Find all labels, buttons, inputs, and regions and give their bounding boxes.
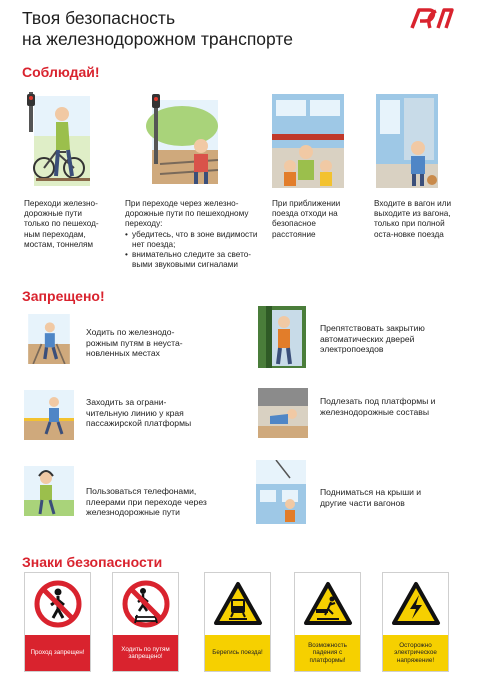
sign-card bbox=[382, 572, 449, 672]
forbidden-item-4-text: Подлезать под платформы и железнодорожные составы bbox=[320, 396, 436, 417]
observe-heading: Соблюдай! bbox=[22, 64, 100, 80]
observe-item-2-bullet: • внимательно следите за свето-выми звуковыми сигналами bbox=[125, 250, 261, 270]
forbidden-item-1-text: Ходить по железнодо-рожным путям в неуста-новленных местах bbox=[86, 327, 183, 359]
boy-under-platform-illustration-icon bbox=[258, 388, 308, 438]
rzd-logo-icon bbox=[408, 6, 456, 32]
boy-climbing-roof-illustration-icon bbox=[256, 460, 306, 524]
sign-label: Осторожно электрическое напряжение! bbox=[383, 635, 448, 671]
boy-boarding-train-illustration-icon bbox=[374, 90, 440, 190]
no-pedestrian-icon bbox=[33, 579, 83, 629]
sign-label: Берегись поезда! bbox=[205, 635, 270, 671]
sign-label: Проход запрещен! bbox=[25, 635, 90, 671]
observe-item-2-text bbox=[125, 199, 261, 270]
boy-with-headphones-illustration-icon bbox=[24, 466, 74, 516]
page-title bbox=[22, 8, 382, 50]
sign-label: Ходить по путям запрещено! bbox=[113, 635, 178, 671]
observe-item-3-text: При приближении поезда отходи на безопасное расстояние bbox=[272, 199, 341, 239]
child-at-crossing-illustration-icon bbox=[146, 90, 222, 190]
observe-item-4-text: Входите в вагон или выходите из вагона, только при полной оста-новке поезда bbox=[374, 199, 452, 239]
forbidden-item-5-text: Пользоваться телефонами, плеерами при переходе через железнодорожные пути bbox=[86, 486, 207, 518]
sign-card bbox=[294, 572, 361, 672]
train-warning-icon bbox=[213, 581, 263, 627]
observe-item-1-text: Переходи железно-дорожные пути только по пешеход-ным переходам, мостам, тоннелям bbox=[24, 199, 99, 249]
sign-card bbox=[204, 572, 271, 672]
high-voltage-icon bbox=[391, 581, 441, 627]
fall-from-platform-icon bbox=[303, 581, 353, 627]
observe-item-2-intro: При переходе через железно-дорожные пути по пешеходному переходу: bbox=[125, 199, 249, 229]
title-line-1: Твоя безопасность bbox=[22, 8, 176, 28]
signs-heading: Знаки безопасности bbox=[22, 554, 163, 570]
family-near-train-illustration-icon bbox=[270, 90, 346, 190]
cyclist-crossing-rails-illustration-icon bbox=[26, 90, 94, 190]
sign-label: Возможность падения с платформы! bbox=[295, 635, 360, 671]
no-walking-on-rails-icon bbox=[121, 579, 171, 629]
observe-item-2-bullets bbox=[125, 230, 261, 271]
boy-crossing-line-illustration-icon bbox=[24, 390, 74, 440]
sign-card bbox=[24, 572, 91, 672]
title-line-2: на железнодорожном транспорте bbox=[22, 29, 293, 49]
observe-item-2-bullet: • убедитесь, что в зоне видимости нет поезда; bbox=[125, 230, 261, 250]
sign-card bbox=[112, 572, 179, 672]
forbidden-item-2-text: Препятствовать закрытию автоматических дверей электропоездов bbox=[320, 323, 425, 355]
boy-blocking-doors-illustration-icon bbox=[258, 306, 306, 368]
boy-walking-rails-illustration-icon bbox=[24, 314, 74, 364]
forbidden-item-6-text: Подниматься на крыши и другие части вагонов bbox=[320, 487, 422, 508]
forbidden-item-3-text: Заходить за ограни-чительную линию у края пассажирской платформы bbox=[86, 397, 192, 429]
forbidden-heading: Запрещено! bbox=[22, 288, 105, 304]
